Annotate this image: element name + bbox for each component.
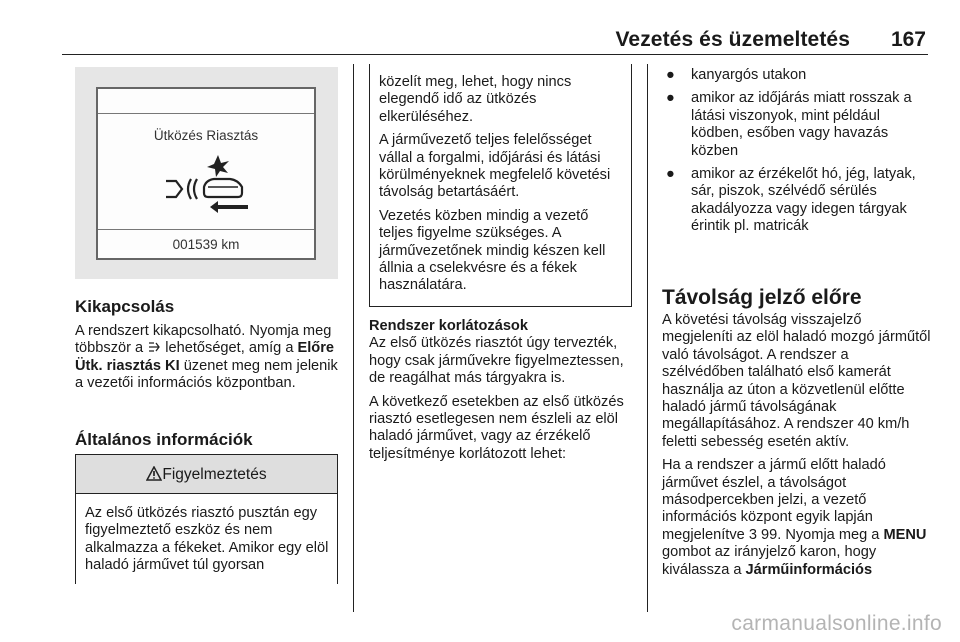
warning-header	[76, 454, 337, 494]
limits-para-2: A következő esetekben az első ütközés riasztó esetlegesen nem észleli az elöl haladó járművet, vagy az érzékelő teljesítménye korlátozott lehet:	[369, 393, 624, 462]
warning-text: Az első ütközés riasztó pusztán egy figyelmeztető eszköz és nem alkalmazza a fékeket. Amikor egy elöl haladó járművet túl gyorsan	[85, 505, 329, 574]
warning-cont-para-1: közelít meg, lehet, hogy nincs elegendő idő az ütközés elkerüléséhez.	[379, 74, 572, 125]
off-paragraph	[75, 323, 340, 399]
display-separator-top	[98, 113, 314, 114]
warning-box-continued	[369, 64, 632, 307]
list-item: ● amikor az időjárás miatt rosszak a látási viszonyok, mint például ködben, esőben vagy havazás közben	[666, 90, 912, 159]
column-divider-1	[353, 64, 354, 612]
menu-button-label: MENU	[883, 526, 927, 543]
off-text-1: A rendszert kikapcsolható. Nyomja meg többször a	[75, 323, 332, 357]
column-divider-2	[647, 64, 648, 612]
collision-alert-figure	[75, 67, 338, 279]
warning-box	[75, 454, 338, 584]
warning-title: Figyelmeztetés	[162, 466, 267, 483]
display-title: Ütközés Riasztás	[153, 128, 259, 143]
reference-arrow-icon: 3	[748, 526, 757, 543]
heading-altalanos: Általános információk	[75, 430, 253, 449]
off-text-3: üzenet meg nem jelenik a vezetői információs központban.	[75, 357, 338, 392]
heading-kikapcsolas: Kikapcsolás	[75, 297, 175, 316]
heading-distance-indicator: Távolság jelző előre	[662, 286, 862, 309]
limits-section	[369, 318, 639, 469]
header-rule	[62, 54, 928, 55]
warning-cont-para-2: A járművezető teljes felelősséget vállal a forgalmi, időjárási és látási körülményeknek megfelelő követési távolság betartásáért.	[379, 132, 611, 201]
list-item: ● kanyargós utakon	[666, 67, 807, 83]
chapter-title: Vezetés és üzemeltetés	[615, 28, 850, 51]
heading-limits: Rendszer korlátozások	[369, 318, 528, 334]
steering-wheel-control-icon	[147, 341, 161, 353]
off-message-bold: Előre Ütk. riasztás KI	[75, 340, 334, 374]
info-display-screen	[96, 87, 316, 260]
page-number: 167	[890, 28, 926, 51]
page-header	[62, 28, 928, 54]
bullet: ●	[666, 67, 675, 83]
distance-para-1: A követési távolság visszajelző megjeleníti az elöl haladó mozgó járműtől való távolságot. A rendszer a szélvédőben található első kamerát használja az úton a közvetlenül előtte haladó jármű távolságának megállapításához. A rendszer 40 km/h feletti sebesség esetén aktív.	[662, 312, 931, 450]
watermark: carmanualsonline.info	[731, 612, 942, 635]
vehicle-info-label: Járműinformációs	[745, 561, 873, 578]
distance-section	[662, 312, 932, 585]
distance-para-2: Ha a rendszer a jármű előtt haladó járművet észlel, a távolságot másodpercekben jelzi, a vezető információs központ egyik lapján megjelenítve 3 99. Nyomja meg a MENU gombot az irányjelző karon, hogy kiválassza a Járműinformációs	[662, 457, 927, 578]
odometer-readout: 001539 km	[172, 237, 240, 252]
warning-continued-text	[379, 74, 626, 301]
bullet: ●	[666, 166, 675, 183]
collision-alert-icon	[160, 149, 260, 215]
bullet: ●	[666, 90, 675, 107]
list-item: ● amikor az érzékelőt hó, jég, latyak, sár, piszok, szélvédő sérülés akadályozza vagy idegen tárgyak érintik pl. matricák	[666, 166, 916, 235]
conditions-list-section	[662, 67, 930, 242]
off-text-2: lehetőséget, amíg a	[161, 340, 298, 357]
warning-triangle-icon	[146, 466, 162, 481]
warning-cont-para-3: Vezetés közben mindig a vezető teljes figyelme szükséges. A járművezetőnek mindig készen kell állnia a cselekvésre és a fékek használatára.	[379, 207, 606, 294]
display-separator-bottom	[98, 229, 314, 230]
limits-para-1: Az első ütközés riasztót úgy tervezték, hogy csak járművekre figyelmeztessen, de reagálhat más tárgyakra is.	[369, 335, 624, 387]
conditions-list	[662, 67, 930, 236]
